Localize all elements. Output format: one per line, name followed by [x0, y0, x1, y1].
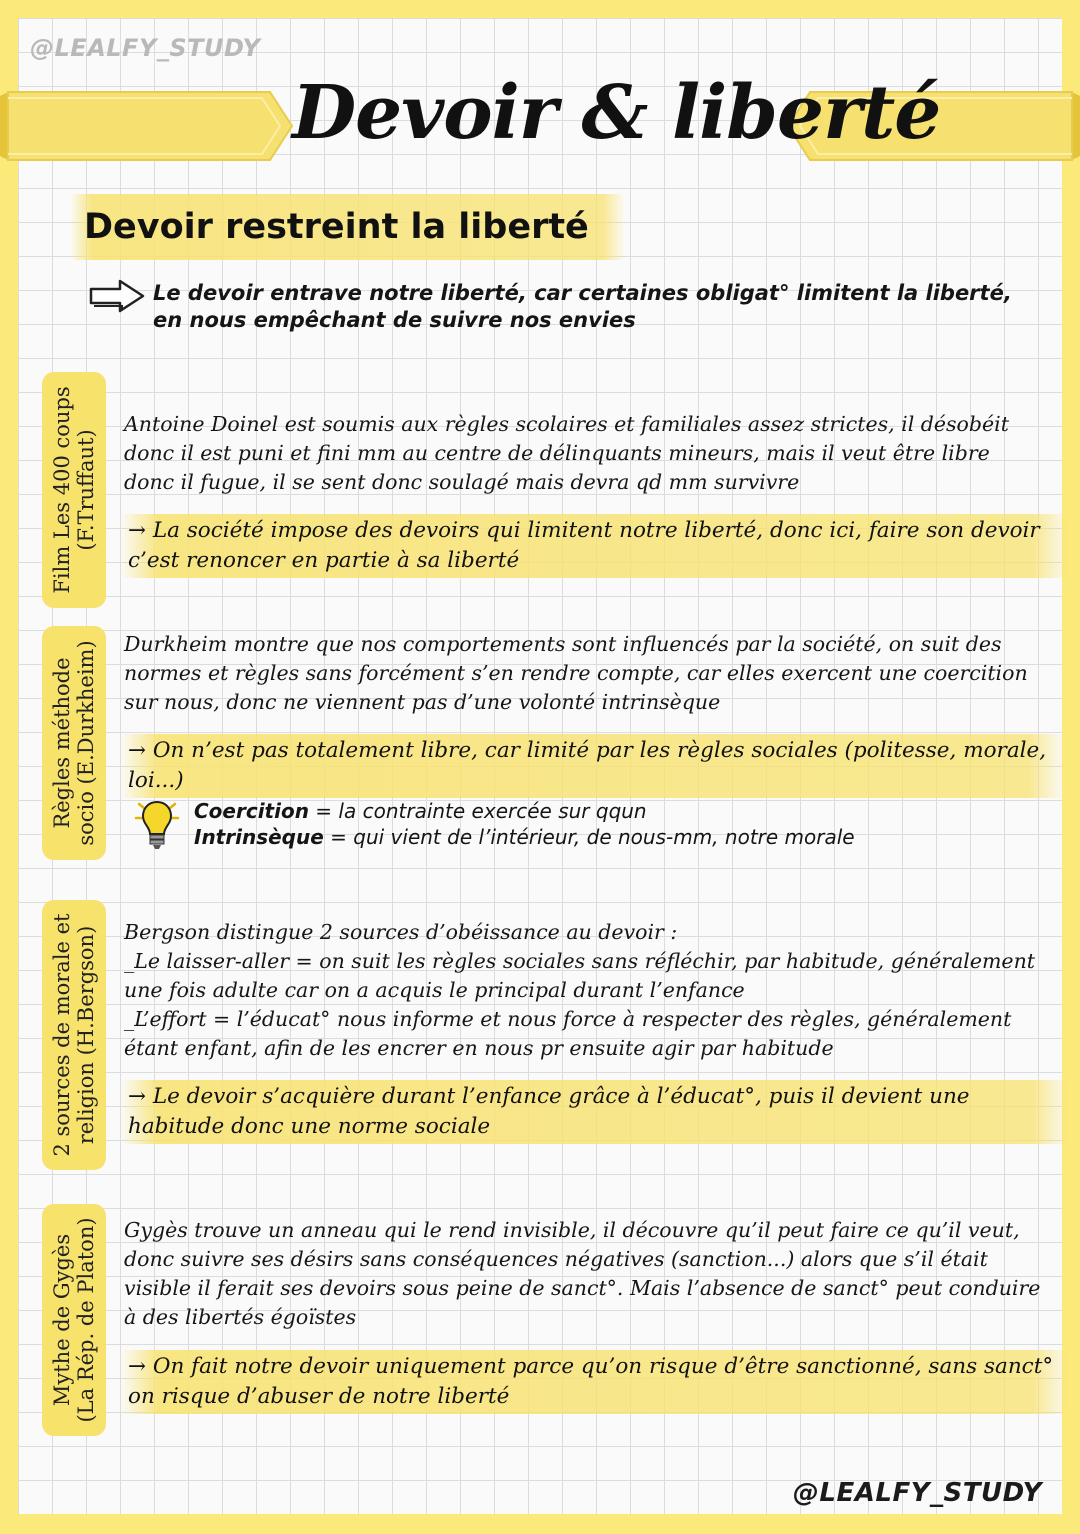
tab-label: Règles méthode socio (E.Durkheim): [50, 640, 98, 846]
page-title: Devoir & liberté: [292, 70, 941, 156]
arrow-right-icon: [88, 278, 146, 314]
tab-label: 2 sources de morale et religion (H.Bergson): [50, 913, 98, 1157]
conclusion-truffaut: → La société impose des devoirs qui limitent notre liberté, donc ici, faire son devoir c’est renoncer en partie à sa liberté: [120, 514, 1071, 578]
definitions: [194, 798, 1014, 850]
watermark-bottom: @LEALFY_STUDY: [792, 1478, 1042, 1508]
tab-film-400-coups: [42, 372, 106, 608]
definition-coercition: Coercition = la contrainte exercée sur qqun: [194, 799, 647, 823]
tab-gyges: [42, 1204, 106, 1436]
conclusion-bergson: → Le devoir s’acquière durant l’enfance grâce à l’éducat°, puis il devient une habitude donc une norme sociale: [120, 1080, 1071, 1144]
block-text-gyges: Gygès trouve un anneau qui le rend invisible, il découvre qu’il peut faire ce qu’il veut, donc suivre ses désirs sans conséquences négatives (sanction...) alors que s’il était visible il ferait ses devoirs sous peine de sanct°. Mais l’absence de sanct° peut conduire à des libertés égoïstes: [124, 1218, 1041, 1329]
conclusion-gyges: → On fait notre devoir uniquement parce qu’on risque d’être sanctionné, sans sanct° on risque d’abuser de notre liberté: [120, 1350, 1071, 1414]
conclusion-durkheim: → On n’est pas totalement libre, car limité par les règles sociales (politesse, morale, loi...): [120, 734, 1066, 798]
definition-intrinseque: Intrinsèque = qui vient de l’intérieur, de nous-mm, notre morale: [194, 825, 855, 849]
ribbon-left-icon: [0, 86, 300, 166]
lightbulb-icon: [134, 794, 180, 852]
intro-text: Le devoir entrave notre liberté, car certaines obligat° limitent la liberté, en nous empêchant de suivre nos envies: [153, 281, 1012, 332]
tab-bergson: [42, 900, 106, 1170]
tab-label: Mythe de Gygès (La Rép. de Platon): [50, 1217, 98, 1423]
section-title: Devoir restreint la liberté: [70, 194, 625, 260]
block-text-truffaut: Antoine Doinel est soumis aux règles scolaires et familiales assez strictes, il désobéit donc il est puni et fini mm au centre de délinquants mineurs, mais il veut être libre donc il fugue, il se sent donc soulagé mais devra qd mm survivre: [124, 412, 1009, 494]
block-text-durkheim: Durkheim montre que nos comportements sont influencés par la société, on suit des normes et règles sans forcément s’en rendre compte, car elles exercent une coercition sur nous, donc ne viennent pas d’une volonté intrinsèque: [124, 632, 1028, 714]
tab-label: Film Les 400 coups (F.Truffaut): [50, 386, 98, 594]
block-text-bergson: Bergson distingue 2 sources d’obéissance au devoir : _Le laisser-aller = on suit les règles sociales sans réfléchir, par habitude, généralement une fois adulte car on a acquis le principal durant l’enfance _L’effort = l’éducat° nous informe et nous force à respecter des règles, généralement étant enfant, afin de les encrer en nous pr ensuite agir par habitude: [124, 920, 1036, 1060]
tab-durkheim: [42, 626, 106, 860]
watermark-top: @LEALFY_STUDY: [30, 34, 261, 62]
